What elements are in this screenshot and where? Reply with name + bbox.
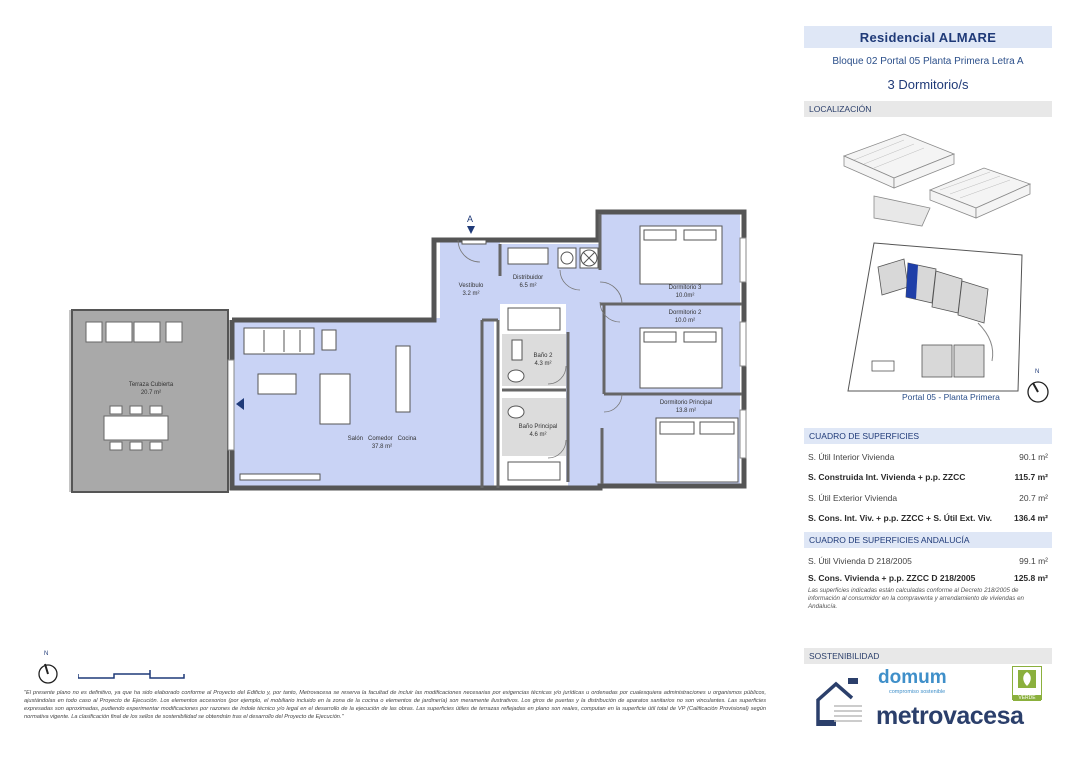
compass-icon [36, 660, 64, 688]
room-label-distribuidor: Distribuidor 6.5 m² [512, 275, 544, 289]
unit-subtitle: Bloque 02 Portal 05 Planta Primera Letra A [832, 56, 1024, 67]
bedrooms-subtitle: 3 Dormitorio/s [887, 77, 969, 92]
unit-highlight [906, 263, 918, 299]
andalucia-heading: CUADRO DE SUPERFICIES ANDALUCÍA [804, 532, 1052, 548]
room-label-salon: Salón Comedor Cocina 37.8 m² [347, 436, 417, 450]
surfaces-heading: CUADRO DE SUPERFICIES [804, 428, 1052, 444]
room-label-vestibulo: Vestíbulo 3.2 m² [458, 283, 484, 297]
leaf-icon [1017, 669, 1037, 689]
verde-badge: VERDE [1012, 666, 1042, 700]
surface-row: S. Útil Exterior Vivienda 20.7 m² [808, 493, 1048, 503]
room-label-bano-principal: Baño Principal 4.6 m² [518, 424, 558, 438]
domum-tagline: compromiso sostenible [889, 689, 946, 695]
room-label-dormitorio-principal: Dormitorio Principal 13.8 m² [659, 400, 713, 414]
andalucia-row: S. Cons. Vivienda + p.p. ZZCC D 218/2005 125.8 m² [808, 573, 1048, 583]
sustainability-heading: SOSTENIBILIDAD [804, 648, 1052, 664]
scale-bar [78, 668, 188, 680]
andalucia-note: Las superficies indicadas están calculadas conforme al Decreto 218/2005 de información al consumidor en la compraventa y arrendamiento de viviendas en Andalucía. [808, 587, 1024, 610]
surface-row: S. Cons. Int. Viv. + p.p. ZZCC + S. Útil Ext. Viv. 136.4 m² [808, 513, 1048, 523]
floor-plan [60, 205, 760, 505]
project-title: Residencial ALMARE [804, 26, 1052, 48]
site-compass-icon [1024, 378, 1052, 406]
surface-row: S. Construida Int. Vivienda + p.p. ZZCC 115.7 m² [808, 472, 1048, 482]
entry-marker: A [467, 214, 474, 224]
metrovacesa-logo-text: metrovacesa [876, 702, 1024, 730]
domum-logo-text: domum [878, 667, 947, 688]
location-heading: LOCALIZACIÓN [804, 101, 1052, 117]
site-plan-label: Portal 05 - Planta Primera [902, 392, 1000, 402]
metrovacesa-logo-icon [812, 676, 868, 730]
room-label-dormitorio-2: Dormitorio 2 10.0 m² [668, 310, 702, 324]
building-render [834, 126, 1032, 238]
site-north-label: N [1035, 369, 1040, 375]
surface-row: S. Útil Interior Vivienda 90.1 m² [808, 452, 1048, 462]
disclaimer-text: "El presente plano no es definitivo, ya que ha sido elaborado conforme al Proyecto del Edificio y, por tanto, Metrovacesa se reserva la facultad de incluir las modificaciones necesarias por exigencias técnicas y/o jurídicas u ordenadas por cualesquiera administraciones u organismos públicos, ajustándolas en todo caso al Proyecto de Ejecución. Los elementos accesorios (por ejemplo, el mobiliario incluido en la zona de la cocina o elementos de jardinería) son meramente ilustrativos. Los giros de puertas y la distribución de aparatos sanitarios no son vinculantes. Las superficies expresadas son aproximadas, pudiendo experimentar modificaciones por razones de índole técnico y/o legal en el desarrollo de la ejecución de las obras. Las superficies útiles de terrazas reflejadas en plano son reales, computan en la superficie útil total de VP (Calificación Provisional) según normativa vigente. La clasificación final de los sellos de sostenibilidad se obtendrán tras el desarrollo del Proyecto de Ejecución." [24, 690, 766, 720]
plan-north-label: N [44, 651, 49, 657]
andalucia-row: S. Útil Vivienda D 218/2005 99.1 m² [808, 556, 1048, 566]
site-plan [846, 241, 1030, 401]
room-label-bano-2: Baño 2 4.3 m² [533, 353, 553, 367]
room-label-terraza: Terraza Cubierta 20.7 m² [128, 382, 174, 396]
room-label-dormitorio-3: Dormitorio 3 10.0m² [668, 285, 702, 299]
entry-arrow-icon [467, 226, 475, 234]
